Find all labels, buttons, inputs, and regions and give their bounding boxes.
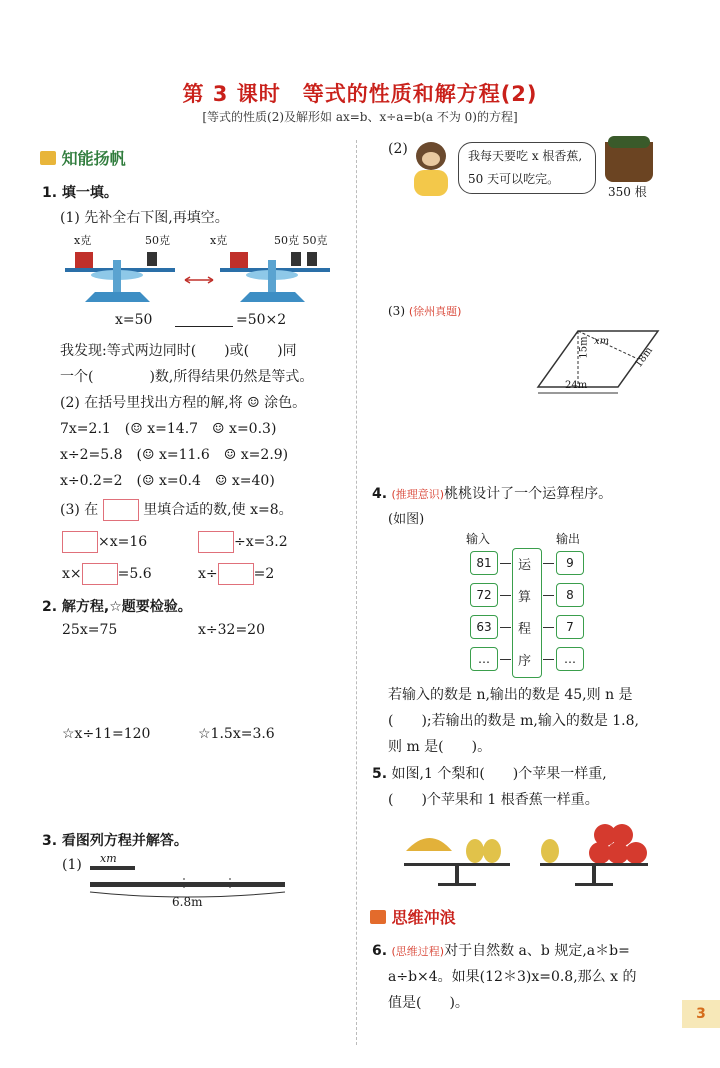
flow-input-0: 81 bbox=[470, 551, 498, 575]
q2-eq3: ☆x÷11=120 bbox=[62, 726, 151, 742]
flow-arrow-2-1 bbox=[543, 627, 554, 628]
flow-output-2: 7 bbox=[556, 615, 584, 639]
fill-2-box[interactable] bbox=[198, 531, 234, 553]
q1-part2: (2) 在括号里找出方程的解,将 ☺ 涂色。 bbox=[60, 395, 307, 411]
xm-label: xm bbox=[594, 336, 610, 347]
flow-arrow-0-0 bbox=[500, 563, 511, 564]
speech-line2: 50 天可以吃完。 bbox=[468, 172, 560, 186]
book-icon bbox=[40, 151, 56, 165]
q4-sub: (如图) bbox=[388, 512, 425, 527]
q5-line2: ( )个苹果和 1 根香蕉一样重。 bbox=[388, 792, 599, 808]
q3-p1-label: (1) bbox=[62, 857, 82, 873]
q2-eq1: 25x=75 bbox=[62, 622, 118, 638]
fill-2 bbox=[198, 531, 288, 553]
weight-50-b bbox=[307, 252, 317, 266]
flow-arrow-1-0 bbox=[500, 595, 511, 596]
q3-p1-total: 6.8m bbox=[172, 895, 203, 909]
q6-line1 bbox=[372, 940, 630, 960]
q4-tag: (推理意识) bbox=[391, 488, 445, 501]
page-title: 第 3 课时 等式的性质和解方程(2) bbox=[182, 82, 538, 106]
fill-4 bbox=[198, 563, 274, 585]
weight-50-a bbox=[291, 252, 301, 266]
q4-out-label: 输出 bbox=[556, 532, 581, 546]
q6-num: 6. bbox=[372, 943, 388, 959]
q1-found-line2: 一个( )数,所得结果仍然是等式。 bbox=[60, 369, 314, 385]
flow-arrow-0-1 bbox=[543, 563, 554, 564]
flow-arrow-3-0 bbox=[500, 659, 511, 660]
q5-num: 5. bbox=[372, 766, 388, 782]
scale-right-x-label: x克 bbox=[210, 234, 228, 247]
fill-3-pre: x× bbox=[62, 566, 82, 582]
sample-box bbox=[103, 499, 139, 521]
q1-row1[interactable]: 7x=2.1 (☺ x=14.7 ☺ x=0.3) bbox=[60, 421, 277, 437]
q2-eq4: ☆1.5x=3.6 bbox=[198, 726, 275, 742]
x-gram-block-right bbox=[230, 252, 248, 268]
q3-p3-tag: (徐州真题) bbox=[408, 305, 462, 318]
column-divider bbox=[356, 140, 357, 1045]
q6-line3: 值是( )。 bbox=[388, 995, 469, 1011]
q1-part3 bbox=[60, 499, 293, 521]
wave-icon bbox=[370, 910, 386, 924]
q2-title: 2. 解方程,☆题要检验。 bbox=[42, 599, 192, 615]
flow-arrow-2-0 bbox=[500, 627, 511, 628]
fill-3-post: =5.6 bbox=[117, 566, 152, 582]
flow-input-3: … bbox=[470, 647, 498, 671]
flow-input-2: 63 bbox=[470, 615, 498, 639]
pear-2 bbox=[483, 839, 501, 863]
x-gram-block-left bbox=[75, 252, 93, 268]
flow-process-char-2: 程 bbox=[518, 622, 532, 637]
q4-num: 4. bbox=[372, 486, 388, 502]
fill-4-pre: x÷ bbox=[198, 566, 218, 582]
side-label: 18m bbox=[633, 345, 655, 370]
flow-process-char-3: 序 bbox=[518, 654, 532, 669]
q3-p3 bbox=[388, 303, 461, 319]
eq-blank[interactable] bbox=[175, 326, 233, 327]
page-subtitle: [等式的性质(2)及解形如 ax=b、x÷a=b(a 不为 0)的方程] bbox=[202, 110, 518, 124]
section-heading-left bbox=[40, 146, 126, 169]
q6-tag: (思维过程) bbox=[391, 945, 445, 958]
q1-title: 1. 填一填。 bbox=[42, 185, 118, 201]
q1-row2[interactable]: x÷2=5.8 (☺ x=11.6 ☺ x=2.9) bbox=[60, 447, 289, 463]
fill-4-post: =2 bbox=[253, 566, 275, 582]
q4-l3: 则 m 是( )。 bbox=[388, 739, 492, 755]
pear-1 bbox=[466, 839, 484, 863]
banana bbox=[406, 838, 452, 851]
pear-3 bbox=[541, 839, 559, 863]
fill-1-box[interactable] bbox=[62, 531, 98, 553]
section-heading-right-text: 思维冲浪 bbox=[391, 908, 456, 927]
apple-5 bbox=[625, 842, 647, 864]
basket-count: 350 根 bbox=[608, 185, 647, 199]
flow-process-char-1: 算 bbox=[518, 590, 532, 605]
flow-process-char-0: 运 bbox=[518, 558, 532, 573]
q1-found-line1: 我发现:等式两边同时( )或( )同 bbox=[60, 343, 297, 359]
flow-output-1: 8 bbox=[556, 583, 584, 607]
q1-part3-post: 里填合适的数,使 x=8。 bbox=[143, 502, 293, 518]
base-label: 24m bbox=[565, 380, 588, 391]
fruit-scales bbox=[400, 815, 670, 890]
q6-line2: a÷b×4。如果(12＊3)x=0.8,那么 x 的 bbox=[388, 969, 637, 985]
q4-l1: 若输入的数是 n,输出的数是 45,则 n 是 bbox=[388, 687, 633, 703]
fill-1 bbox=[62, 531, 147, 553]
scale-right-weights-label: 50克 50克 bbox=[274, 234, 328, 247]
q3-title: 3. 看图列方程并解答。 bbox=[42, 833, 188, 849]
banana-basket bbox=[605, 142, 653, 182]
q5-text1: 如图,1 个梨和( )个苹果一样重, bbox=[391, 766, 607, 782]
scale-left-x-label: x克 bbox=[74, 234, 92, 247]
monkey-illustration bbox=[408, 140, 454, 200]
q1-part1: (1) 先补全右下图,再填空。 bbox=[60, 210, 229, 226]
q3-p1-x: xm bbox=[100, 852, 117, 865]
fill-4-box[interactable] bbox=[218, 563, 254, 585]
q1-part3-pre: (3) 在 bbox=[60, 502, 99, 518]
q3-p2-label: (2) bbox=[388, 141, 408, 157]
section-heading-left-text: 知能扬帆 bbox=[61, 149, 126, 168]
eq-right: =50×2 bbox=[236, 312, 287, 328]
weight-50-left bbox=[147, 252, 157, 266]
flow-output-0: 9 bbox=[556, 551, 584, 575]
q6-text1: 对于自然数 a、b 规定,a＊b= bbox=[444, 943, 630, 959]
page-number: 3 bbox=[682, 1000, 720, 1028]
flow-arrow-1-1 bbox=[543, 595, 554, 596]
q4-in-label: 输入 bbox=[466, 532, 491, 546]
speech-line1: 我每天要吃 x 根香蕉, bbox=[468, 149, 583, 163]
q3-p3-label: (3) bbox=[388, 304, 405, 318]
flow-input-1: 72 bbox=[470, 583, 498, 607]
flow-arrow-3-1 bbox=[543, 659, 554, 660]
fill-3 bbox=[62, 563, 152, 585]
fill-2-text: ÷x=3.2 bbox=[234, 534, 288, 550]
fill-3-box[interactable] bbox=[82, 563, 118, 585]
section-heading-right bbox=[370, 905, 456, 928]
q4-text: 桃桃设计了一个运算程序。 bbox=[444, 486, 613, 502]
q4-l2: ( );若输出的数是 m,输入的数是 1.8, bbox=[388, 713, 639, 729]
q5-line1 bbox=[372, 763, 607, 783]
fill-1-text: ×x=16 bbox=[98, 534, 148, 550]
flow-output-3: … bbox=[556, 647, 584, 671]
q1-row3[interactable]: x÷0.2=2 (☺ x=0.4 ☺ x=40) bbox=[60, 473, 275, 489]
q4-line bbox=[372, 483, 612, 503]
q2-eq2: x÷32=20 bbox=[198, 622, 265, 638]
eq-left: x=50 bbox=[115, 312, 153, 328]
height-label: 15m bbox=[578, 336, 590, 359]
scale-left-weight-label: 50克 bbox=[145, 234, 170, 247]
